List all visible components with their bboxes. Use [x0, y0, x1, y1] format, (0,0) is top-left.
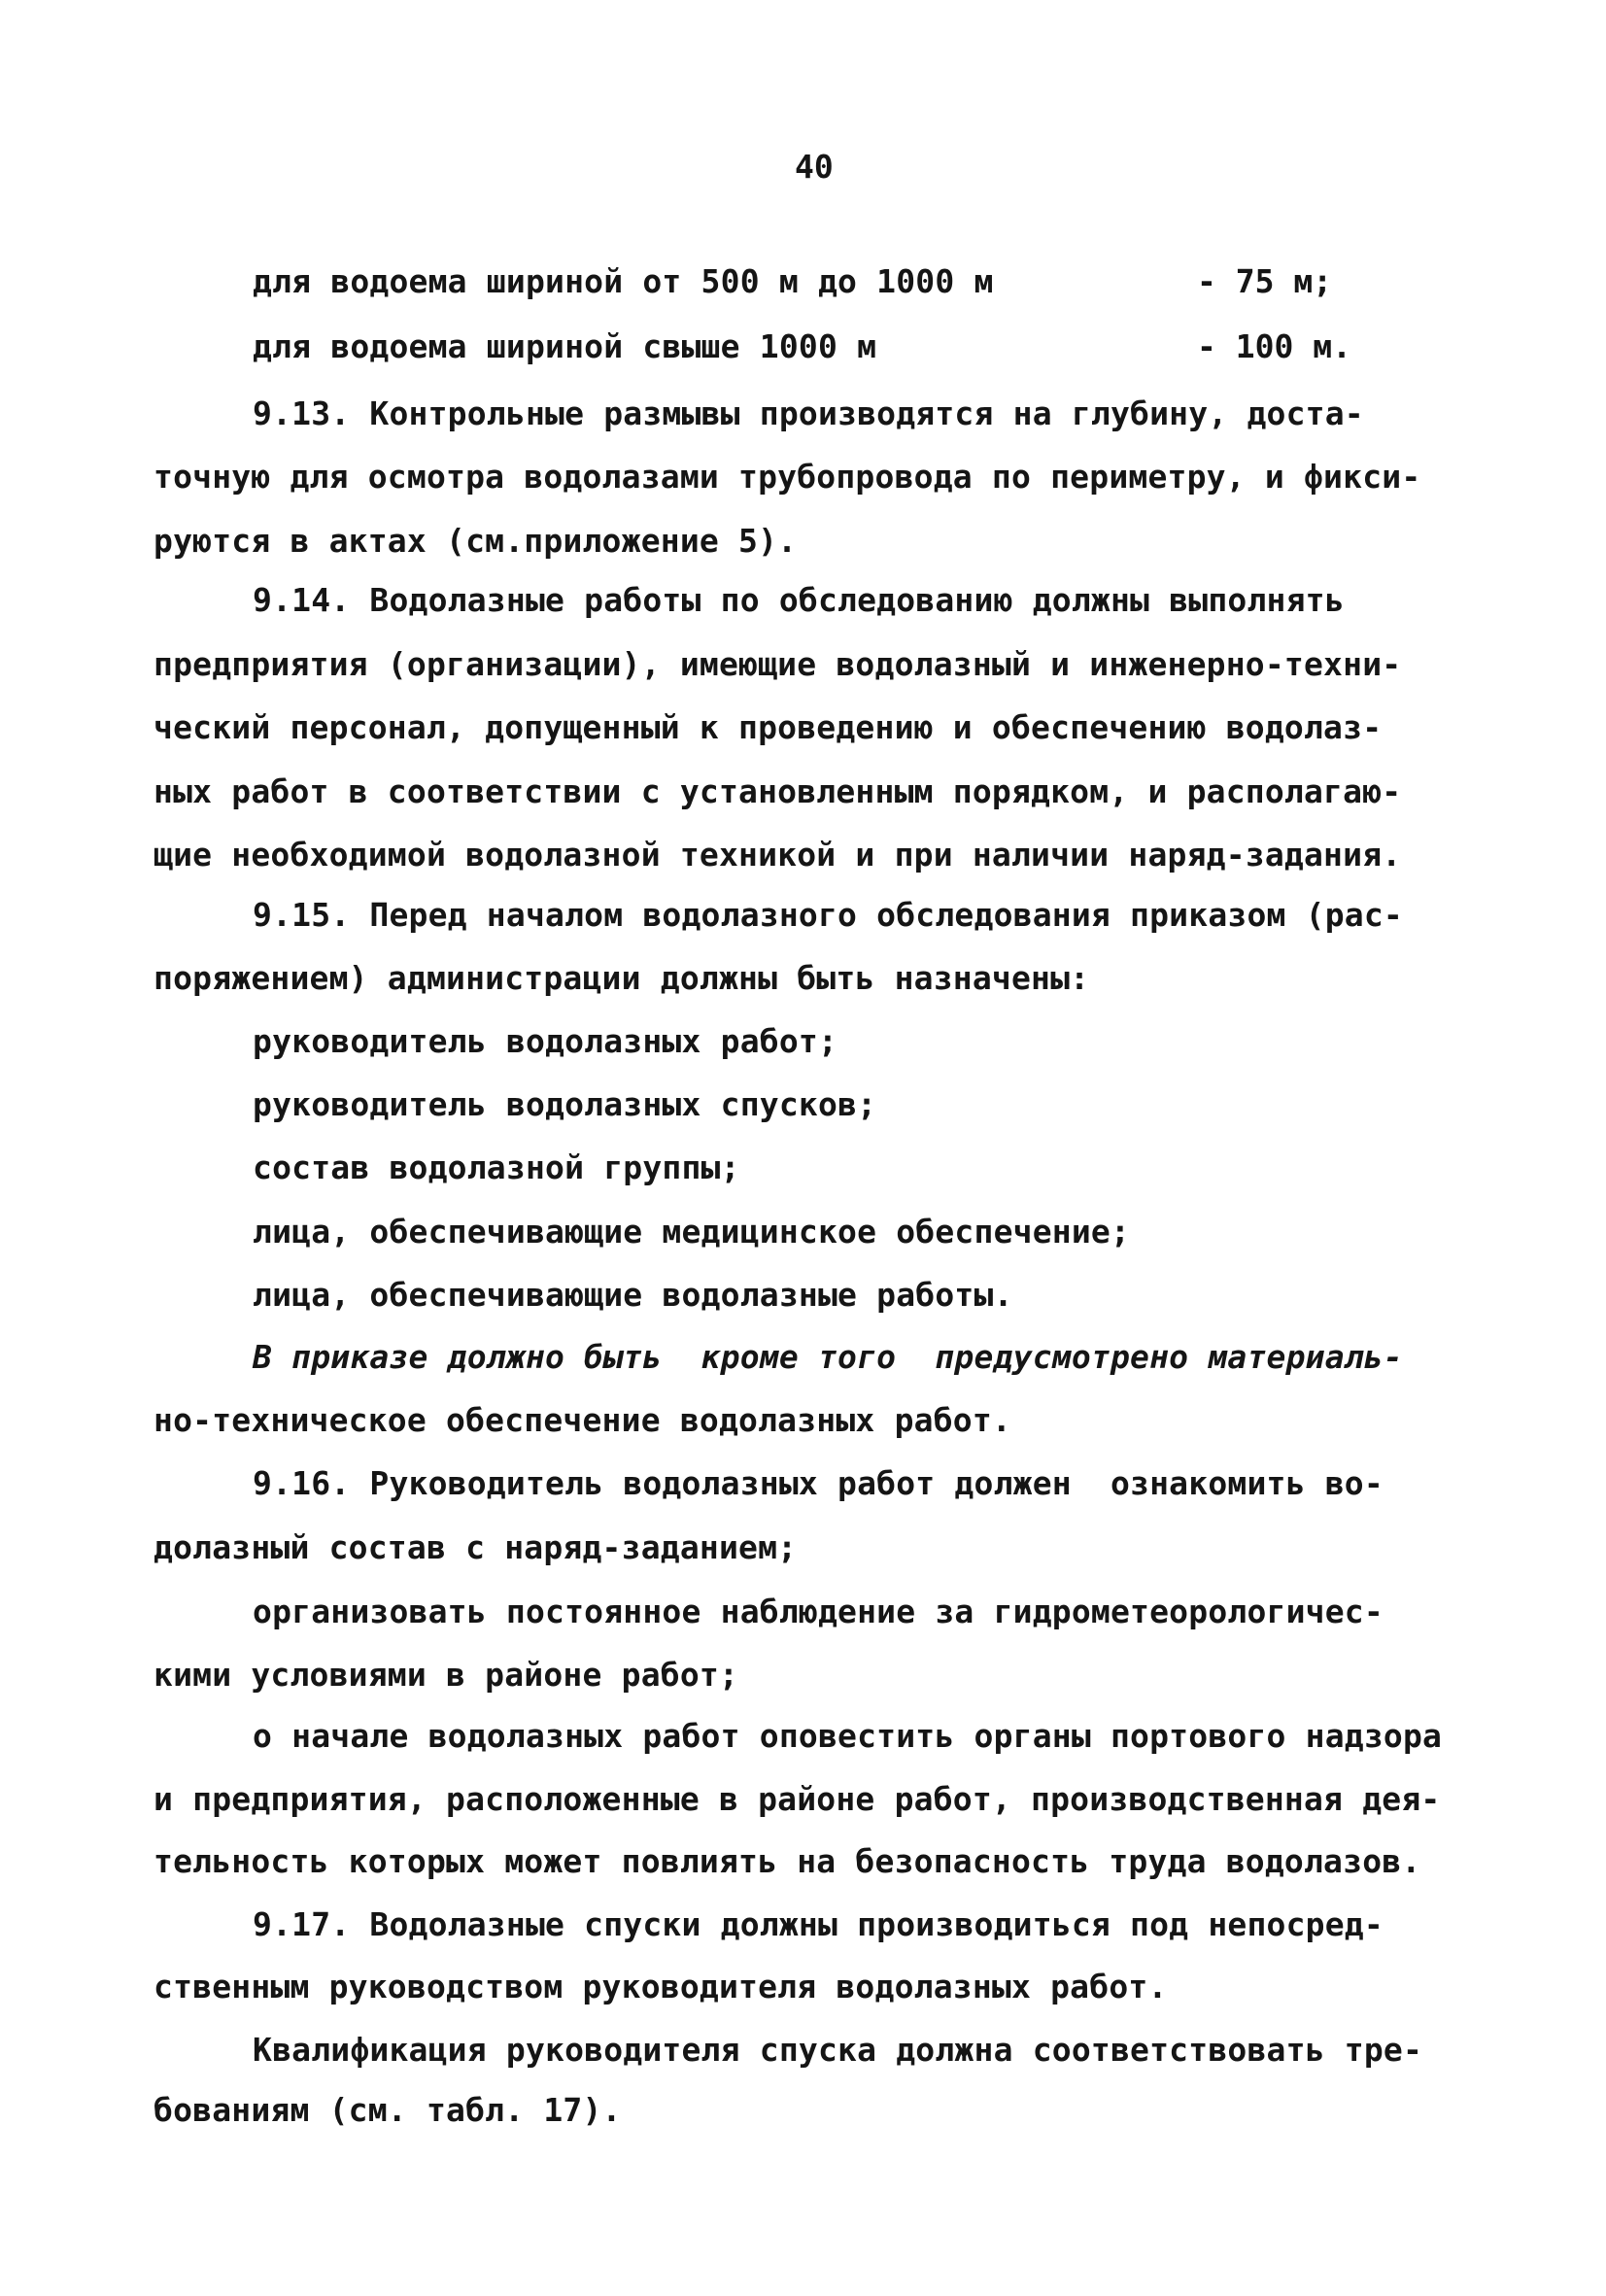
body-line: для водоема шириной от 500 м до 1000 м: [253, 262, 994, 300]
body-line: щие необходимой водолазной техникой и при наличии наряд-задания.: [154, 836, 1402, 874]
body-line: 9.17. Водолазные спуски должны производиться под непосред-: [253, 1905, 1384, 1943]
body-line: долазный состав с наряд-заданием;: [154, 1528, 798, 1566]
list-item: лица, обеспечивающие медицинское обеспечение;: [253, 1213, 1131, 1251]
body-line: поряжением) администрации должны быть назначены:: [154, 959, 1090, 997]
page-number: 40: [795, 148, 834, 186]
body-line: для водоема шириной свыше 1000 м: [253, 327, 877, 365]
body-line: 9.15. Перед началом водолазного обследования приказом (рас-: [253, 896, 1403, 934]
body-line: и предприятия, расположенные в районе работ, производственная дея-: [154, 1780, 1441, 1818]
body-line: руются в актах (см.приложение 5).: [154, 522, 798, 560]
body-line: бованиям (см. табл. 17).: [154, 2091, 622, 2129]
body-line: кими условиями в районе работ;: [154, 1656, 739, 1694]
list-item: руководитель водолазных спусков;: [253, 1085, 877, 1123]
body-line: Квалификация руководителя спуска должна соответствовать тре-: [253, 2031, 1423, 2069]
body-line: ных работ в соответствии с установленным порядком, и располагаю-: [154, 772, 1402, 810]
body-line: В приказе должно быть кроме того предусмотрено материаль-: [253, 1338, 1403, 1376]
body-line-right: - 100 м.: [1197, 327, 1351, 365]
body-line: тельность которых может повлиять на безопасность труда водолазов.: [154, 1842, 1421, 1880]
body-line: 9.13. Контрольные размывы производятся на глубину, доста-: [253, 394, 1364, 432]
list-item: состав водолазной группы;: [253, 1148, 740, 1186]
body-line-right: - 75 м;: [1197, 262, 1333, 300]
body-line: 9.14. Водолазные работы по обследованию должны выполнять: [253, 581, 1345, 619]
body-line: организовать постоянное наблюдение за гидрометеорологичес-: [253, 1593, 1384, 1630]
body-line: точную для осмотра водолазами трубопровода по периметру, и фикси-: [154, 458, 1421, 496]
body-line: ственным руководством руководителя водолазных работ.: [154, 1968, 1168, 2005]
body-line: 9.16. Руководитель водолазных работ должен ознакомить во-: [253, 1464, 1384, 1502]
body-line: о начале водолазных работ оповестить органы портового надзора: [253, 1717, 1443, 1755]
list-item: лица, обеспечивающие водолазные работы.: [253, 1276, 1013, 1314]
list-item: руководитель водолазных работ;: [253, 1022, 838, 1060]
body-line: предприятия (организации), имеющие водолазный и инженерно-техни-: [154, 645, 1402, 683]
body-line: но-техническое обеспечение водолазных работ.: [154, 1401, 1011, 1439]
body-line: ческий персонал, допущенный к проведению и обеспечению водолаз-: [154, 708, 1383, 746]
